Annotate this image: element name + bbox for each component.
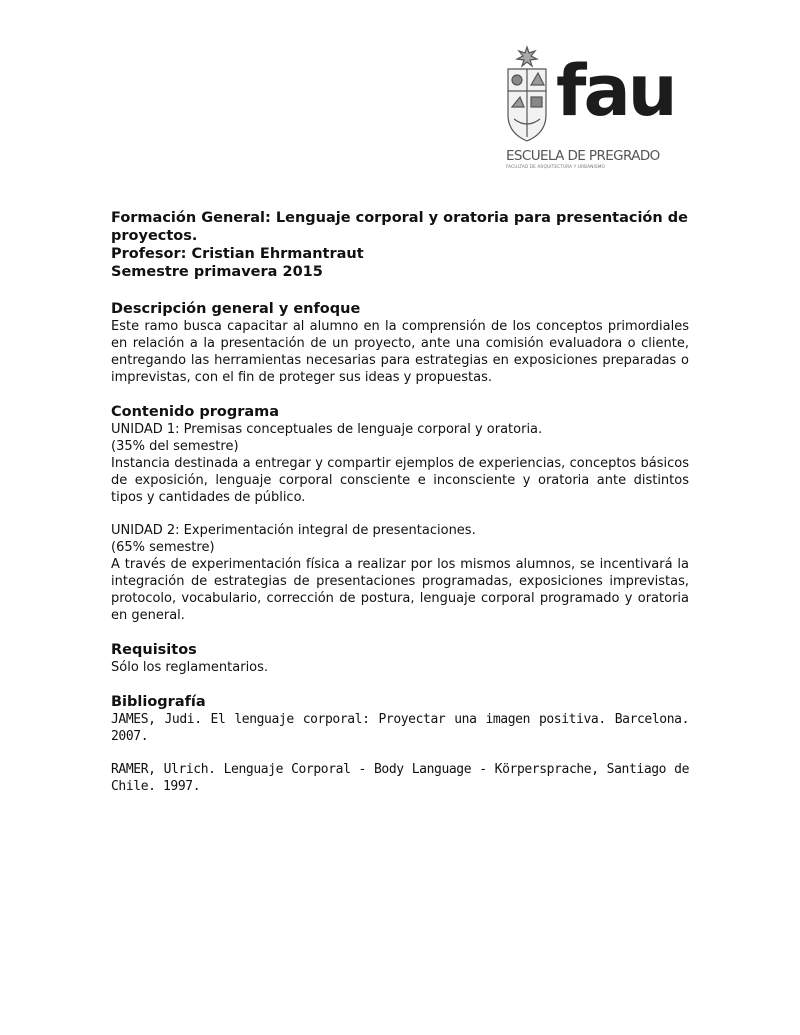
requirements-heading: Requisitos [111,642,197,658]
description-heading: Descripción general y enfoque [111,301,361,317]
unit2-weight: (65% semestre) [111,540,215,555]
document-body [111,209,689,795]
professor: Profesor: Cristian Ehrmantraut [111,246,364,262]
logo-wordmark: fau [556,50,675,132]
requirements-text: Sólo los reglamentarios. [111,660,269,675]
unit2-text: A través de experimentación física a realizar por los mismos alumnos, se incentivará la integración de estrategias de presentaciones programadas, exposiciones imprevistas, protocolo, vocabulario, corrección de postura, lenguaje corporal programado y oratoria en general. [111,557,689,623]
logo-faculty-name: FACULTAD DE ARQUITECTURA Y URBANISMO [506,165,606,170]
course-title-line1: Formación General: Lenguaje corporal y oratoria para presentación de [111,210,688,226]
unit1-text: Instancia destinada a entregar y compartir ejemplos de experiencias, conceptos básicos de exposición, lenguaje corporal consciente e inconsciente y oratoria ante distintos tipos y cantidades de público. [111,456,689,505]
course-title-line2: proyectos. [111,228,198,244]
description-text: Este ramo busca capacitar al alumno en la comprensión de los conceptos primordiales en relación a la presentación de un proyecto, ante una comisión evaluadora o cliente, entregando las herramientas necesarias para estrategias en exposiciones preparadas o imprevistas, con el fin de proteger sus ideas y propuestas. [111,319,689,385]
logo-school-name: ESCUELA DE PREGRADO [506,148,660,164]
program-heading: Contenido programa [111,404,280,420]
bibliography-entry-2: RAMER, Ulrich. Lenguaje Corporal - Body Language - Körpersprache, Santiago de Chile. 1997. [111,762,689,794]
bibliography-heading: Bibliografía [111,694,206,710]
university-crest-icon [500,45,554,145]
semester: Semestre primavera 2015 [111,264,323,280]
unit1-weight: (35% del semestre) [111,439,239,454]
unit2-title: UNIDAD 2: Experimentación integral de presentaciones. [111,523,476,538]
unit1-title: UNIDAD 1: Premisas conceptuales de lenguaje corporal y oratoria. [111,422,543,437]
fau-logo [500,45,680,175]
bibliography-entry-1: JAMES, Judi. El lenguaje corporal: Proyectar una imagen positiva. Barcelona. 2007. [111,712,689,744]
